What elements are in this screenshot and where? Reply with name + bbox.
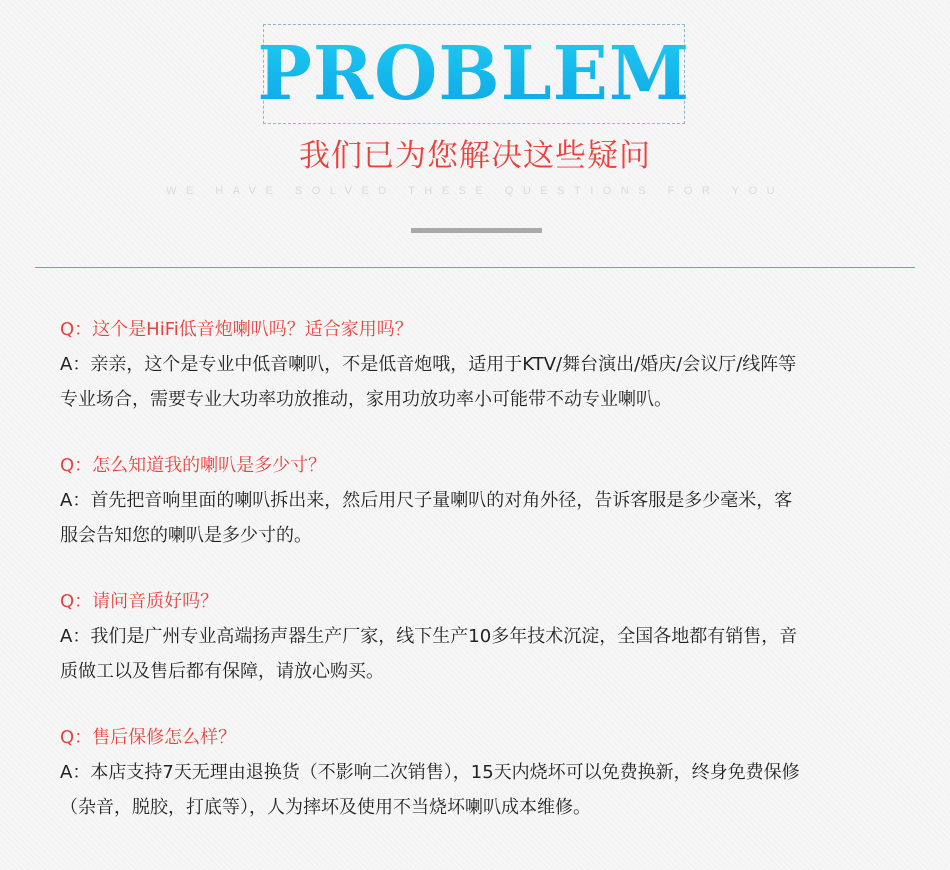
decorative-bar <box>411 228 542 233</box>
faq-answer-line: A：亲亲，这个是专业中低音喇叭，不是低音炮哦，适用于KTV/舞台演出/婚庆/会议厅/线阵等 <box>60 354 797 375</box>
faq-item <box>60 312 900 417</box>
faq-answer-line: 专业场合，需要专业大功率功放推动，家用功放功率小可能带不动专业喇叭。 <box>60 389 672 410</box>
faq-answer-line: （杂音，脱胶，打底等），人为摔坏及使用不当烧坏喇叭成本维修。 <box>60 797 591 818</box>
faq-answer-line: A：首先把音响里面的喇叭拆出来，然后用尺子量喇叭的对角外径，告诉客服是多少毫米，客 <box>60 490 793 511</box>
faq-answer-line: 服会告知您的喇叭是多少寸的。 <box>60 525 312 546</box>
section-divider <box>35 267 915 268</box>
page-title: PROBLEM <box>257 31 691 117</box>
page-subtitle: 我们已为您解决这些疑问 <box>299 138 651 174</box>
faq-item <box>60 448 900 553</box>
faq-answer-line: 质做工以及售后都有保障，请放心购买。 <box>60 661 384 682</box>
faq-answer-line: A：本店支持7天无理由退换货（不影响二次销售），15天内烧坏可以免费换新，终身免费保修 <box>60 762 800 783</box>
faq-item <box>60 584 900 689</box>
faq-question: Q：怎么知道我的喇叭是多少寸？ <box>60 455 327 476</box>
faq-question: Q：这个是HiFi低音炮喇叭吗？适合家用吗？ <box>60 319 413 340</box>
faq-list <box>60 312 900 856</box>
faq-item <box>60 720 900 825</box>
page-subtitle-english: WE HAVE SOLVED THESE QUESTIONS FOR YOU <box>165 185 785 197</box>
faq-question: Q：售后保修怎么样？ <box>60 727 237 748</box>
faq-question: Q：请问音质好吗？ <box>60 591 219 612</box>
faq-answer-line: A：我们是广州专业高端扬声器生产厂家，线下生产10多年技术沉淀，全国各地都有销售，音 <box>60 626 798 647</box>
title-frame <box>257 24 691 124</box>
